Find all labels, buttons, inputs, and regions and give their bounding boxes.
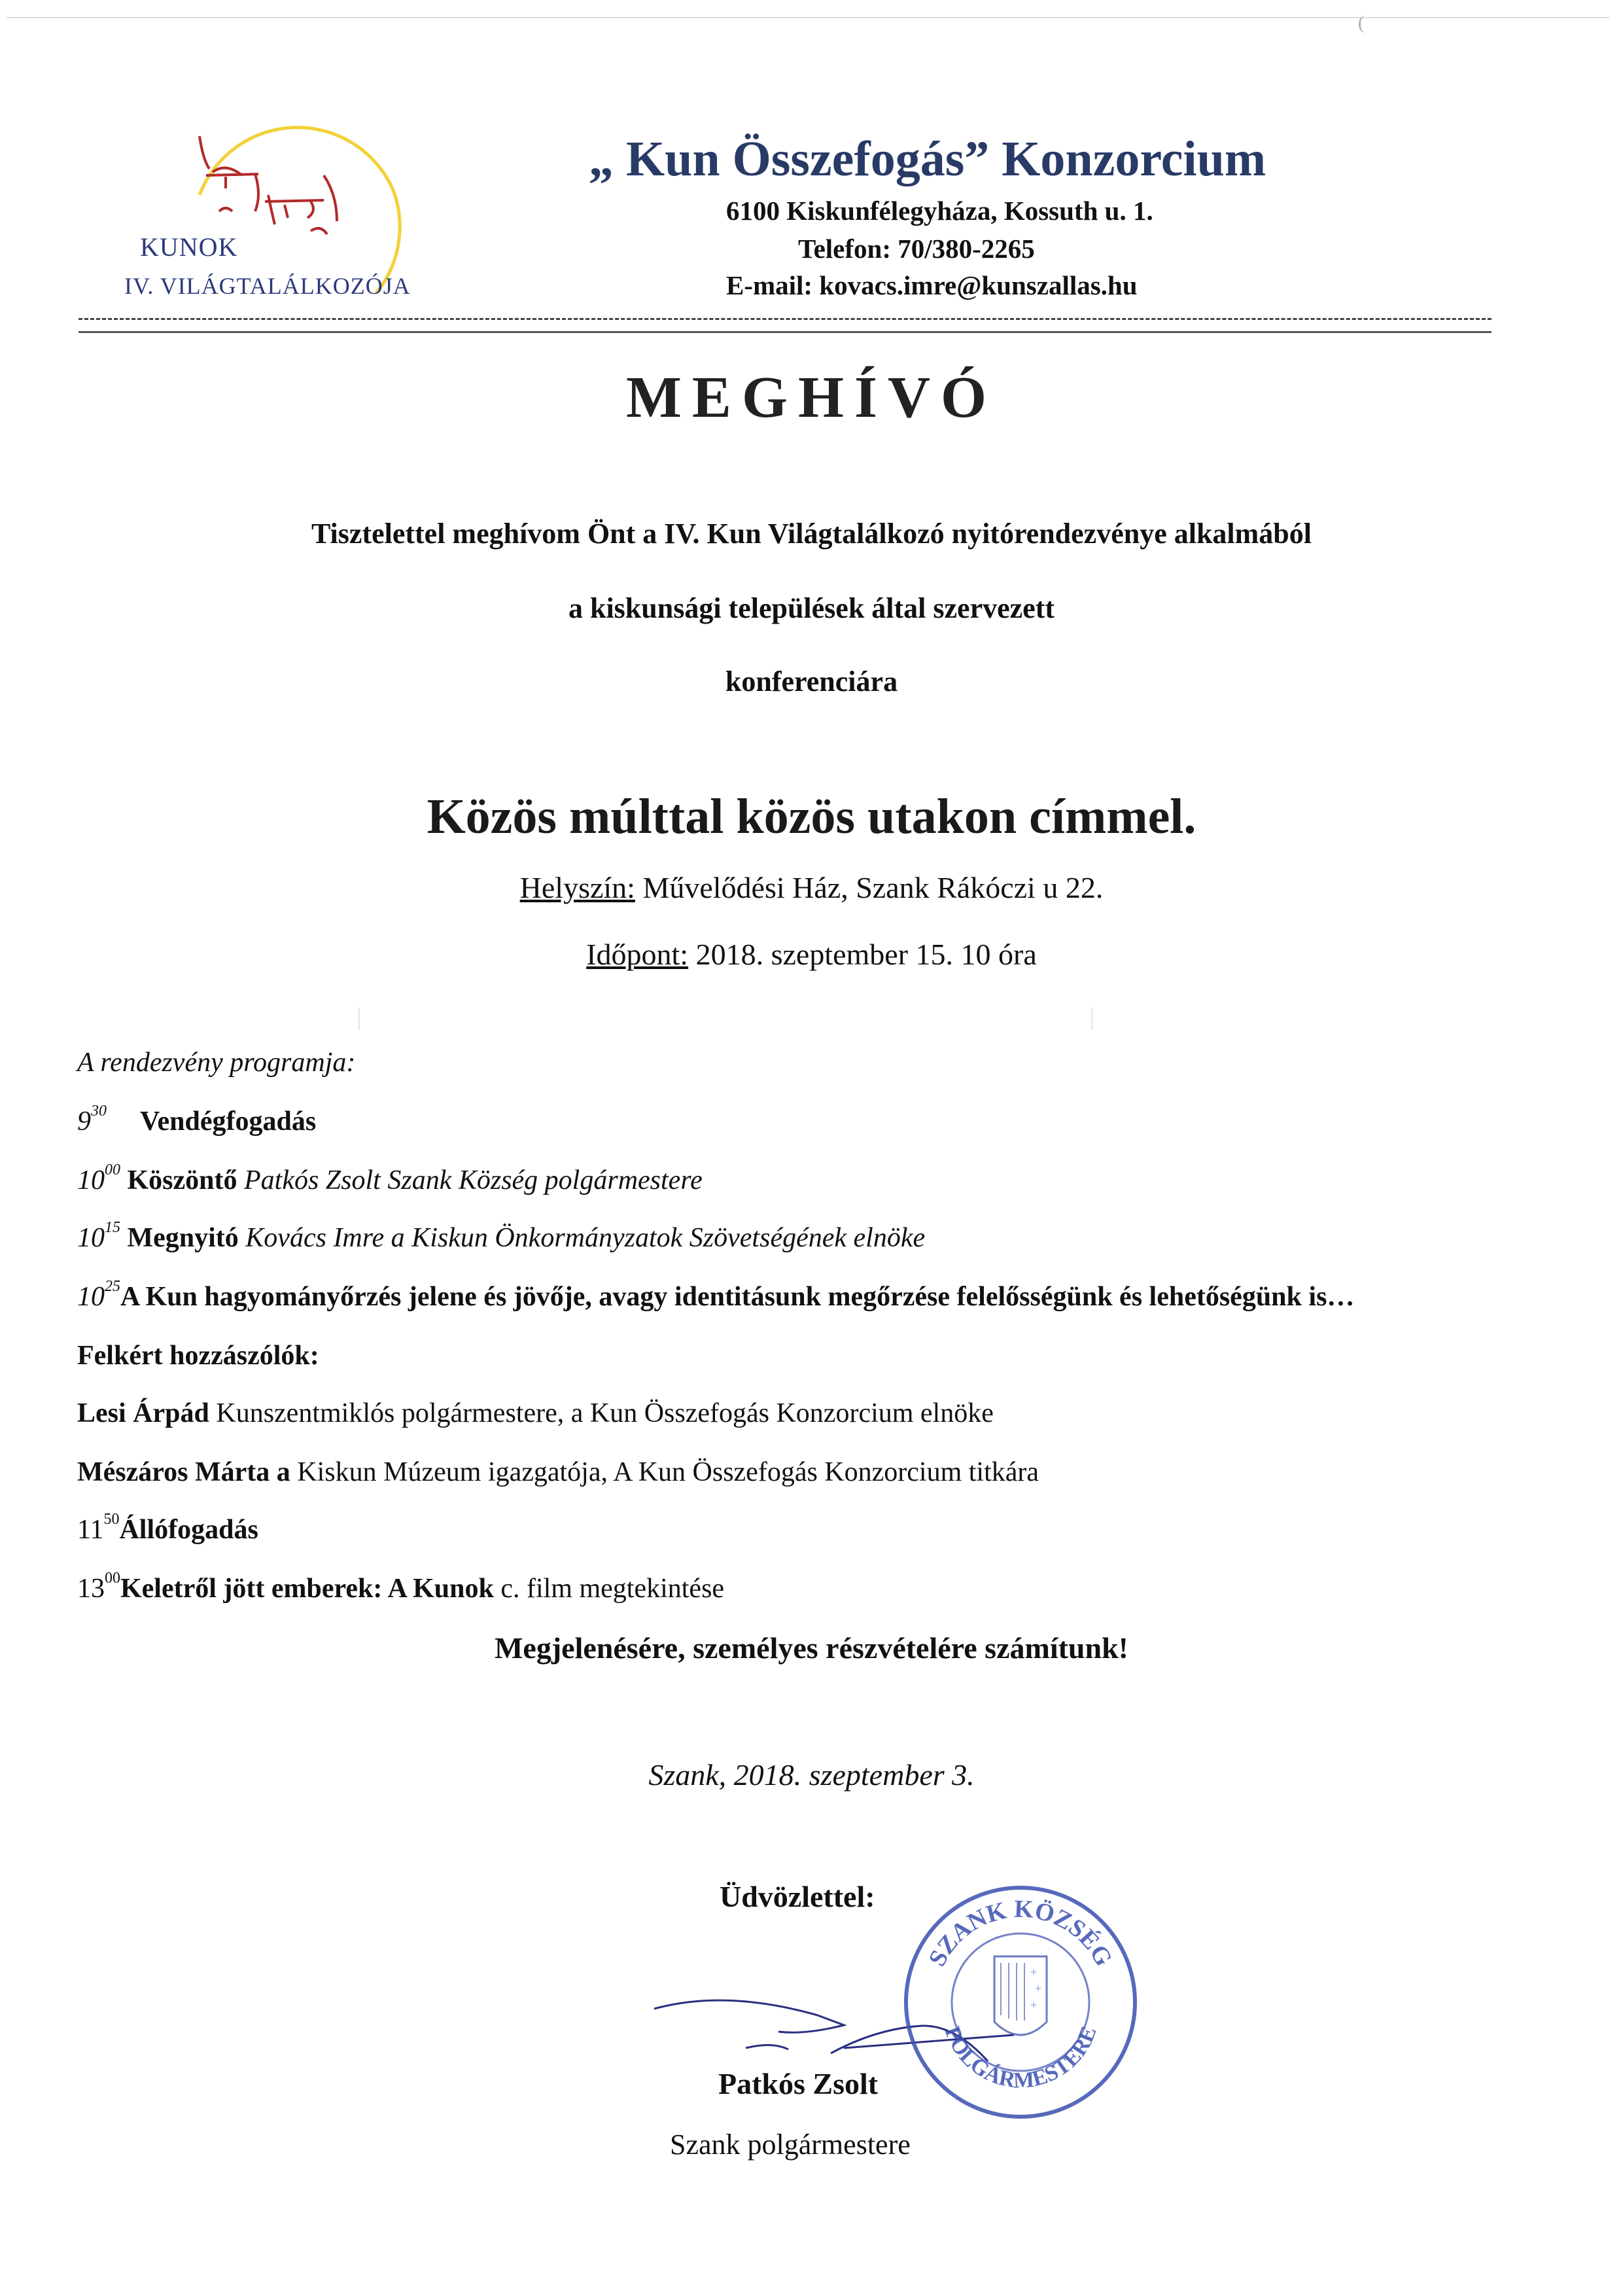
logo-text-line1: KUNOK — [140, 232, 238, 262]
dateline: Szank, 2018. szeptember 3. — [648, 1758, 975, 1792]
venue-label: Helyszín: — [519, 871, 635, 904]
program-item-title: Köszöntő — [127, 1165, 237, 1195]
scan-mark — [358, 1008, 360, 1030]
svg-text:POLGÁRMESTERE: POLGÁRMESTERE — [939, 2022, 1102, 2093]
svg-text:+: + — [1035, 1982, 1042, 1995]
speaker-role: Kiskun Múzeum igazgatója, A Kun Összefogás Konzorcium titkára — [290, 1457, 1039, 1487]
time-line — [0, 937, 1623, 972]
speaker-name: Lesi Árpád — [77, 1398, 209, 1428]
official-stamp — [896, 1878, 1145, 2127]
speaker-role: Kunszentmiklós polgármestere, a Kun Összefogás Konzorcium elnöke — [209, 1398, 994, 1428]
program-item — [77, 1278, 1355, 1313]
program-time: $13^{00}$ — [77, 1570, 120, 1604]
logo-face-right — [265, 175, 337, 234]
intro-line-3: konferenciára — [725, 665, 898, 698]
program-item-title: Megnyitó — [127, 1223, 239, 1253]
program-time: $10^{15}$ — [77, 1219, 120, 1253]
time-value: 2018. szeptember 15. 10 óra — [688, 938, 1037, 971]
header-divider-dashed — [79, 318, 1492, 320]
program-time: $10^{25}$ — [77, 1278, 120, 1312]
organization-address: 6100 Kiskunfélegyháza, Kossuth u. 1. — [726, 196, 1153, 226]
program-item-title: A Kun hagyományőrzés jelene és jövője, avagy identitásunk megőrzése felelősségünk és lehetőségünk is… — [120, 1282, 1355, 1312]
header-divider-solid — [79, 331, 1492, 333]
speaker-name: Mészáros Márta a — [77, 1457, 290, 1487]
program-item-title: Állófogadás — [119, 1515, 258, 1545]
intro-line-2: a kiskunsági települések által szervezett — [568, 592, 1055, 624]
signer-role: Szank polgármestere — [670, 2128, 911, 2161]
program-item — [77, 1219, 926, 1254]
time-label: Időpont: — [586, 938, 689, 971]
logo-text-line2: IV. VILÁGTALÁLKOZÓJA — [124, 273, 411, 299]
program-heading: A rendezvény programja: — [77, 1048, 356, 1078]
program-time: $9^{30}$ — [77, 1103, 107, 1137]
program-item-title: Keletről jött emberek: A Kunok — [120, 1574, 494, 1604]
program-item — [77, 1161, 703, 1196]
svg-text:SZANK KÖZSÉG: SZANK KÖZSÉG — [923, 1895, 1118, 1971]
venue-value: Művelődési Ház, Szank Rákóczi u 22. — [635, 871, 1104, 904]
organization-name: „ Kun Összefogás” Konzorcium — [589, 132, 1266, 186]
program-item-rest: c. film megtekintése — [493, 1574, 725, 1604]
program-item — [77, 1511, 258, 1545]
speaker-line — [77, 1398, 994, 1429]
scan-mark — [1091, 1008, 1092, 1030]
logo-face-left — [200, 136, 258, 211]
document-title: MEGHÍVÓ — [625, 365, 997, 430]
program-time: $11^{50}$ — [77, 1511, 120, 1545]
top-border-line — [7, 17, 1609, 18]
organization-phone: Telefon: 70/380-2265 — [798, 234, 1035, 264]
closing-line: Megjelenésére, személyes részvételére számítunk! — [495, 1631, 1128, 1665]
program-time: $10^{00}$ — [77, 1161, 120, 1195]
program-item-person: Kovács Imre a Kiskun Önkormányzatok Szövetségének elnöke — [245, 1223, 926, 1253]
program-item — [77, 1570, 725, 1604]
scan-mark: ( — [1358, 13, 1365, 33]
speaker-line — [77, 1457, 1039, 1488]
svg-text:+: + — [1030, 1966, 1038, 1979]
signer-name: Patkós Zsolt — [718, 2067, 879, 2100]
program-item-person: Patkós Zsolt Szank Község polgármestere — [244, 1165, 703, 1195]
program-item-title: Vendégfogadás — [140, 1106, 317, 1137]
event-title: Közös múlttal közös utakon címmel. — [427, 789, 1196, 844]
greeting: Üdvözlettel: — [720, 1880, 875, 1913]
venue-line — [0, 870, 1623, 905]
organization-email: E-mail: kovacs.imre@kunszallas.hu — [726, 270, 1138, 300]
speakers-heading: Felkért hozzászólók: — [77, 1341, 319, 1371]
program-item — [77, 1103, 317, 1137]
intro-line-1: Tisztelettel meghívom Önt a IV. Kun Világtalálkozó nyitórendezvénye alkalmából — [311, 518, 1312, 550]
svg-text:+: + — [1030, 1998, 1038, 2011]
